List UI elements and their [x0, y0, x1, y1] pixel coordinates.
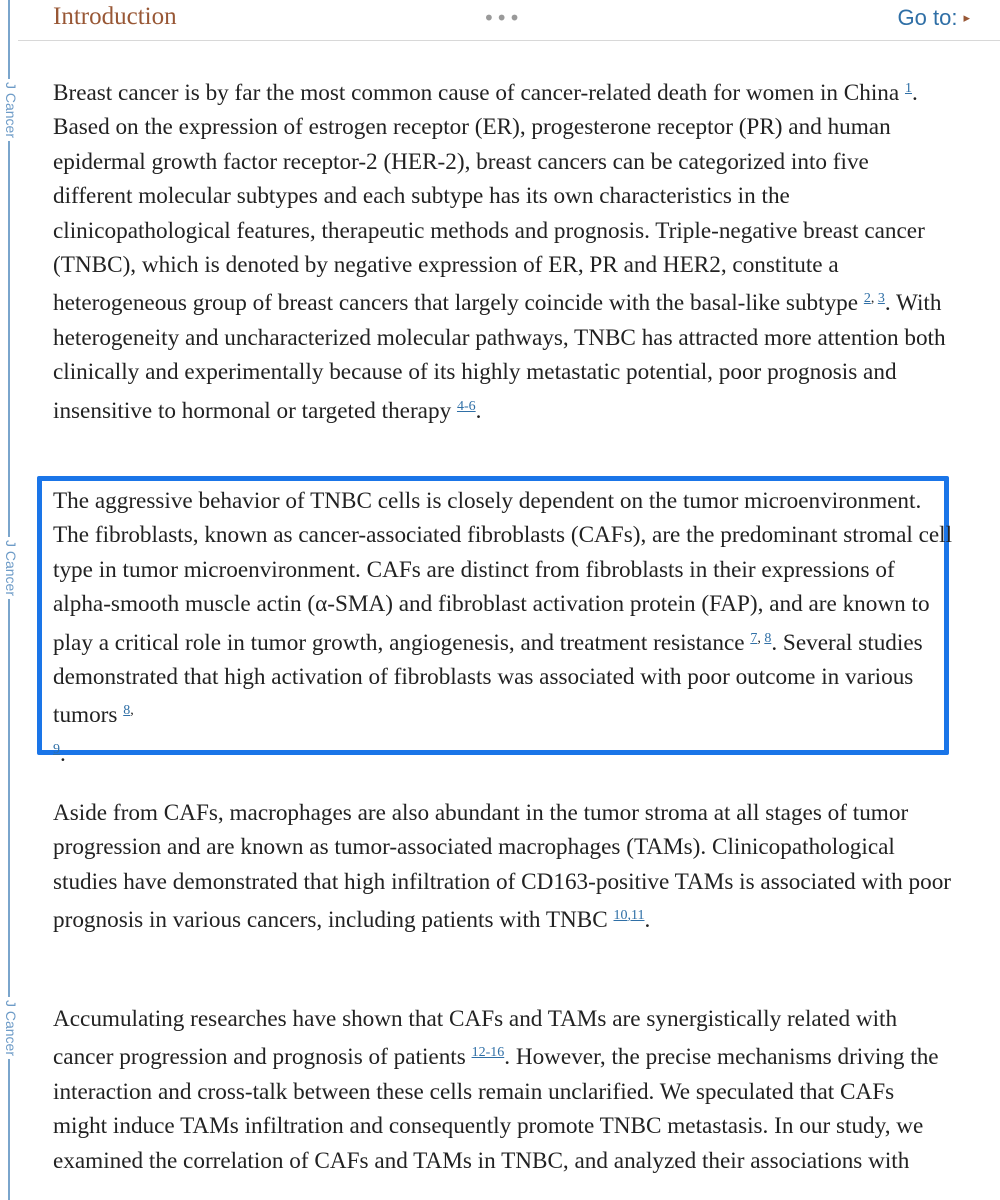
paragraph-text: .	[60, 740, 66, 767]
more-options-icon[interactable]: •••	[483, 6, 522, 30]
paragraph	[53, 796, 953, 938]
citation-link[interactable]: 4-6	[456, 398, 476, 414]
paragraph-text: Aside from CAFs, macrophages are also abundant in the tumor stroma at all stages of tumor progression and are known as tumor-associated macrophages (TAMs). Clinicopathological studies have demonstrated that high infiltration of CD163-positive TAMs is associated with poor prognosis in various cancers, including patients with TNBC	[53, 800, 952, 934]
citation-link[interactable]: 9	[53, 741, 60, 757]
citation-separator: ,	[870, 291, 878, 307]
sidebar-tag[interactable]	[0, 528, 20, 608]
citation-link[interactable]: 7	[750, 630, 758, 646]
citation-link[interactable]: 10	[613, 908, 628, 924]
sidebar-tag-label: J Cancer	[3, 997, 19, 1059]
paragraph	[53, 72, 953, 428]
paragraph-text: The aggressive behavior of TNBC cells is closely dependent on the tumor microenvironment. The fibroblasts, known as cancer-associated fibroblasts (CAFs), are the predominant stromal cell type in tumor microenvironment. CAFs are distinct from fibroblasts in their expressions of alpha-smooth muscle actin (α-SMA) and fibroblast activation protein (FAP), and are known to play a critical role in tumor growth, angiogenesis, and treatment resistance	[53, 488, 953, 656]
paragraph-text: Breast cancer is by far the most common cause of cancer-related death for women in China	[53, 80, 905, 106]
citation-link[interactable]: 12-16	[471, 1045, 505, 1061]
goto-button[interactable]	[898, 5, 970, 31]
sidebar-tag-label: J Cancer	[3, 537, 19, 599]
citation-separator: ,	[130, 703, 134, 719]
triangle-right-icon: ▸	[963, 10, 970, 25]
paragraph-text: . Based on the expression of estrogen receptor (ER), progesterone receptor (PR) and human epidermal growth factor receptor-2 (HER-2), breast cancers can be categorized into five different molecular subtypes and each subtype has its own characteristics in the clinicopathological features, therapeutic methods and prognosis. Triple-negative breast cancer (TNBC), which is denoted by negative expression of ER, PR and HER2, constitute a heterogeneous group of breast cancers that largely coincide with the basal-like subtype	[53, 80, 925, 317]
paragraph	[53, 1002, 953, 1178]
section-title: Introduction	[53, 3, 177, 30]
citation-link[interactable]: 3	[877, 291, 885, 307]
sidebar-tag-label: J Cancer	[3, 79, 19, 141]
citation-link[interactable]: 8	[764, 630, 772, 646]
sidebar-tag[interactable]	[0, 70, 20, 150]
paragraph-text: Accumulating researches have shown that CAFs and TAMs are synergistically related with cancer progression and prognosis of patients	[53, 1006, 898, 1071]
paragraph-text: . However, the precise mechanisms driving the interaction and cross-talk between these cells remain unclarified. We speculated that CAFs might induce TAMs infiltration and consequently promote TNBC metastasis. In our study, we examined the correlation of CAFs and TAMs in TNBC, and analyzed their associations with	[53, 1044, 939, 1174]
citation-separator: ,	[627, 908, 632, 924]
citation-separator: ,	[757, 630, 765, 646]
highlighted-paragraph	[53, 484, 953, 771]
section-header	[0, 0, 1000, 40]
paragraph-text: .	[475, 397, 482, 424]
citation-link[interactable]: 11	[631, 908, 645, 924]
citation-link[interactable]: 1	[904, 81, 912, 96]
goto-label: Go to:	[897, 5, 958, 30]
citation-link[interactable]: 2	[863, 291, 871, 307]
paragraph-text: .	[644, 907, 651, 934]
sidebar-tag[interactable]	[0, 988, 20, 1068]
header-divider	[18, 40, 1000, 41]
paragraph-text: . Several studies demonstrated that high activation of fibroblasts was associated with poor outcome in various tumors	[53, 629, 923, 729]
citation-link[interactable]: 8	[123, 703, 131, 719]
paragraph-text: . With heterogeneity and uncharacterized molecular pathways, TNBC has attracted more attention both clinically and experimentally because of its highly metastatic potential, poor prognosis and insensitive to hormonal or targeted therapy	[53, 290, 946, 424]
